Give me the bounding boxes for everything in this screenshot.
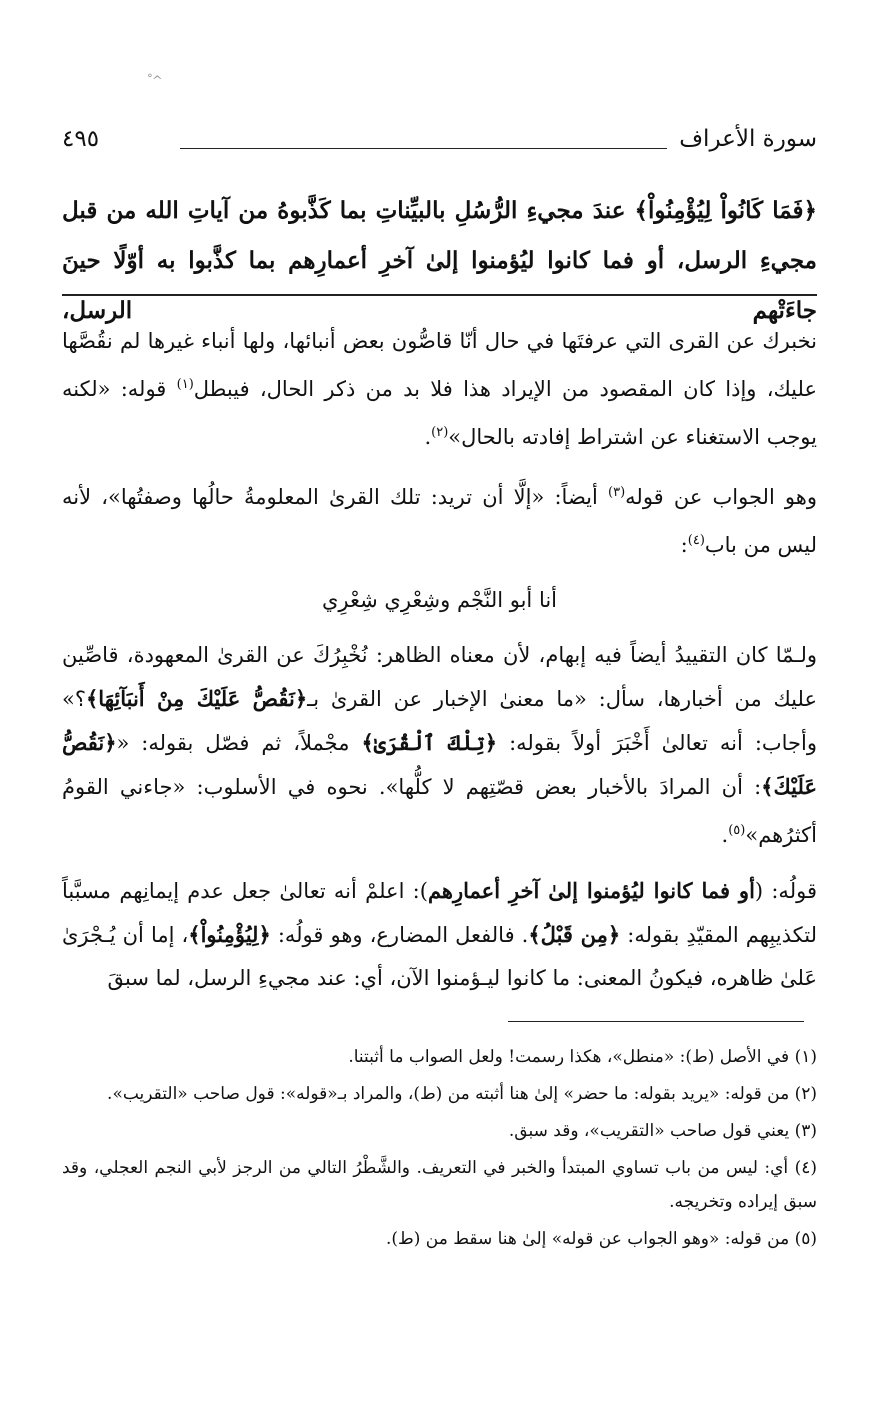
- footnote-ref-3: (٣): [608, 485, 626, 500]
- quoted-phrase: أو فما كانوا ليُؤمنوا إلىٰ آخرِ أعمارِهم: [427, 878, 755, 903]
- footnote-3: (٣) يعني قول صاحب «التقريب»، وقد سبق.: [508, 1121, 817, 1141]
- footnote-5: (٥) من قوله: «وهو الجواب عن قوله» إلىٰ هنا سقط من (ط).: [385, 1229, 817, 1249]
- paragraph-1: [62, 320, 817, 459]
- footnote-ref-4: (٤): [687, 533, 705, 548]
- p4-text-c: . فالفعل المضارع، وهو قولُه:: [277, 923, 529, 947]
- p1-end: .: [424, 425, 432, 449]
- verse-divider: [62, 294, 817, 296]
- main-text: [62, 320, 817, 1012]
- quran-quote: ﴿تِلْكَ ٱلْقُرَىٰ﴾: [361, 730, 498, 755]
- p1-text: نخبرك عن القرى التي عرفتَها في حال أنّا قاصُّون بعض أنبائها، ولها أنباء غيرها لم نقُصَّها عليك، وإذا كان المقصود من الإيراد هذا فلا بد من ذكر الحال، فيبطل: [62, 329, 817, 401]
- sura-title: سورة الأعراف: [679, 126, 817, 152]
- scan-mark: ﹾ^: [148, 74, 163, 89]
- p4-text-d: ، إما أن يُـجْرَىٰ عَلىٰ ظاهره، فيكونُ المعنى: ما كانوا ليـؤمنوا الآن، أي: عند مجيءِ الرسل، لما سبقَ: [62, 923, 817, 990]
- paragraph-4: [62, 869, 817, 1000]
- p3-text-c: مجْملاً، ثم فصّل بقوله: «: [116, 731, 350, 755]
- footnote-ref-5: (٥): [728, 823, 746, 838]
- quran-quote: ﴿مِن قَبْلُ﴾: [528, 922, 621, 947]
- verse-line-2: مجيءِ الرسل، أو فما كانوا ليُؤمنوا إلىٰ آخرِ أعمارِهم بما كذَّبوا به أوّلًا حينَ جاءَتْهم الرسل،: [62, 247, 817, 324]
- footnote-ref-2: (٢): [431, 425, 449, 440]
- page-number: ٤٩٥: [62, 126, 100, 152]
- footnote-divider: [508, 1021, 804, 1022]
- footnote-2: (٢) من قوله: «يريد بقوله: ما حضر» إلىٰ هنا أثبته من (ط)، والمراد بـ«قوله»: قول صاحب «التقريب».: [107, 1084, 817, 1104]
- paragraph-2: [62, 471, 817, 567]
- p2-text-b: أيضاً: «إلَّا أن تريد: تلك القرىٰ المعلومةُ حالُها وصفتُها»، لأنه ليس من باب: [62, 485, 817, 557]
- p2-end: :: [680, 533, 688, 557]
- p3-text-b: ؟» وأجاب: أنه تعالىٰ أَخْبَرَ أولاً بقوله:: [62, 687, 818, 755]
- footnotes: [62, 1040, 817, 1259]
- paragraph-3: [62, 634, 817, 857]
- poem-line: أنا أبو النَّجْم وشِعْرِي شِعْرِي: [321, 588, 558, 612]
- p4-text-a: قولُه: (: [754, 879, 817, 903]
- p4-text-b: ): اعلمْ أنه تعالىٰ جعل عدم إيمانِهم مسبَّباً لتكذيبِهم المقيّدِ بقوله:: [62, 879, 817, 947]
- footnote-ref-1: (١): [176, 377, 194, 392]
- p3-end: .: [721, 823, 729, 847]
- p1-text-b: قوله: «لكنه يوجب الاستغناء عن اشتراط إفادته بالحال»: [62, 377, 817, 449]
- quran-quote: ﴿نَقُصُّ عَلَيْكَ مِنْ أَنبَآئِهَا﴾: [86, 686, 308, 711]
- footnote-1: (١) في الأصل (ط): «منطل»، هكذا رسمت! ولعل الصواب ما أثبتنا.: [348, 1047, 817, 1067]
- p2-text-a: وهو الجواب عن قوله: [625, 485, 817, 509]
- p3-text-d: : أن المرادَ بالأخبار بعض قصّتِهم لا كلُّها». نحوه في الأسلوب: «جاءني القومُ أكثرُهم»: [62, 775, 817, 847]
- verse-commentary-block: [62, 186, 817, 336]
- footnote-4: (٤) أي: ليس من باب تساوي المبتدأ والخبر في التعريف. والشَّطْرُ التالي من الرجز لأبي النجم العجلي، وقد سبق إيراده وتخريجه.: [62, 1158, 817, 1212]
- page-header: [62, 122, 817, 162]
- quran-quote: ﴿نَقُصُّ عَلَيْكَ﴾: [62, 730, 817, 799]
- p3-text-a: ولـمّا كان التقييدُ أيضاً فيه إبهام، لأن معناه الظاهر: نُخْبِرُكَ عن القرىٰ المعهودة، قاصِّين عليك من أخبارها، سأل: «ما معنىٰ الإخبار عن القرىٰ بـ: [62, 643, 817, 711]
- verse-line-1: ﴿فَمَا كَانُواْ لِيُؤْمِنُواْ﴾ عندَ مجيءِ الرُّسُلِ بالبيِّناتِ بما كَذَّبوهُ من آياتِ الله من قبل: [62, 197, 817, 224]
- header-rule: [180, 148, 667, 149]
- quran-quote: ﴿لِيُؤْمِنُواْ﴾: [188, 922, 271, 947]
